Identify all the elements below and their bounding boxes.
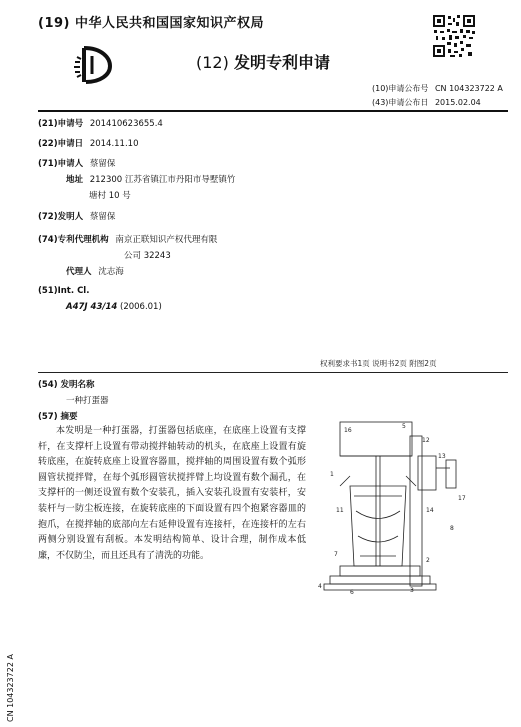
intcl-label: (51)Int. Cl.	[38, 286, 90, 296]
address-row	[66, 173, 235, 185]
figure-label: 3	[410, 587, 414, 594]
applicant-label: (71)申请人	[38, 159, 84, 169]
address-label: 地址	[66, 175, 84, 185]
figure-label: 11	[336, 507, 344, 514]
header-divider	[38, 110, 508, 112]
application-date: 2014.11.10	[89, 139, 139, 149]
figure-label: 5	[402, 423, 406, 430]
figure-label: 2	[426, 557, 430, 564]
application-date-row	[38, 137, 138, 149]
publication-date-label: (43)申请公布日	[372, 98, 429, 107]
representative-drawing	[310, 416, 510, 596]
figure-label: 16	[344, 427, 352, 434]
office-title: (19) 中华人民共和国国家知识产权局	[38, 16, 264, 31]
figure-label: 7	[334, 551, 338, 558]
inventor-name: 蔡留保	[89, 212, 116, 222]
agency-row	[38, 233, 217, 245]
pages-divider	[38, 372, 508, 373]
agency-line-1: 南京正联知识产权代理有限	[115, 235, 218, 245]
intcl-row	[38, 286, 89, 296]
publication-number-label: (10)申请公布号	[372, 84, 429, 93]
figure-label: 4	[318, 583, 322, 590]
figure-label: 6	[350, 589, 354, 596]
address-line-2: 塘村 10 号	[89, 191, 131, 201]
application-number-label: (21)申请号	[38, 119, 84, 129]
application-number: 201410623655.4	[89, 119, 163, 129]
document-type-code: (12)	[196, 53, 229, 72]
publication-number: CN 104323722 A	[434, 84, 503, 93]
agency-line-2: 公司 32243	[124, 251, 171, 261]
figure-label: 13	[438, 453, 446, 460]
abstract-label-text: (57) 摘要	[38, 412, 78, 422]
office-logo-icon	[72, 42, 118, 88]
abstract-label	[38, 410, 78, 422]
applicant-name: 蔡留保	[89, 159, 116, 169]
publication-date-row	[372, 97, 481, 108]
publication-number-row	[372, 83, 503, 94]
title-label	[38, 378, 95, 390]
publication-date: 2015.02.04	[434, 98, 481, 107]
inventor-row	[38, 210, 115, 222]
figure-label: 1	[330, 471, 334, 478]
document-type-title: 发明专利申请	[233, 53, 330, 72]
applicant-row	[38, 157, 115, 169]
intcl-code: A47J 43/14	[66, 302, 118, 312]
page-count-summary: 权利要求书1页 说明书2页 附图2页	[320, 359, 437, 368]
figure-label: 17	[458, 495, 466, 502]
abstract-text: 本发明是一种打蛋器，打蛋器包括底座，在底座上设置有支撑杆，在支撑杆上设置有带动搅拌轴转动的机头，在底座上设置有旋转底座，在旋转底座上设置容器皿，搅拌轴的周围设置有数个弧形圆管状搅拌臂，在每个弧形圆管状搅拌臂上均设置有数个漏孔，在支撑杆的一侧还设置有数个安装孔，插入安装孔设置有安装杆，安装杆与一防尘板连接，在旋转底座的下面设置有四个抱紧容器皿的抱爪，在搅拌轴的底部向左右延伸设置有连接杆，在连接杆的左右两侧分别设置有刮板。本发明结构简单、设计合理，制作成本低廉，不仅防尘，而且还具有了清洗的功能。	[38, 426, 306, 561]
intcl-version: (2006.01)	[120, 302, 162, 312]
agent-label: 代理人	[66, 267, 92, 277]
side-publication-number: CN 104323722 A	[6, 654, 15, 722]
figure-label: 12	[422, 437, 430, 444]
inventor-label: (72)发明人	[38, 212, 84, 222]
application-date-label: (22)申请日	[38, 139, 84, 149]
qr-code-icon	[432, 14, 476, 58]
title-label-text: (54) 发明名称	[38, 380, 95, 390]
invention-title: 一种打蛋器	[66, 396, 109, 406]
agent-row	[66, 265, 124, 277]
application-number-row	[38, 117, 163, 129]
intcl-class-row	[66, 302, 162, 312]
agency-label: (74)专利代理机构	[38, 235, 109, 245]
figure-label: 14	[426, 507, 434, 514]
document-type	[196, 50, 330, 73]
agent-name: 沈志海	[98, 267, 124, 277]
address-line-1: 212300 江苏省镇江市丹阳市导墅镇竹	[89, 175, 236, 185]
figure-label: 8	[450, 525, 454, 532]
